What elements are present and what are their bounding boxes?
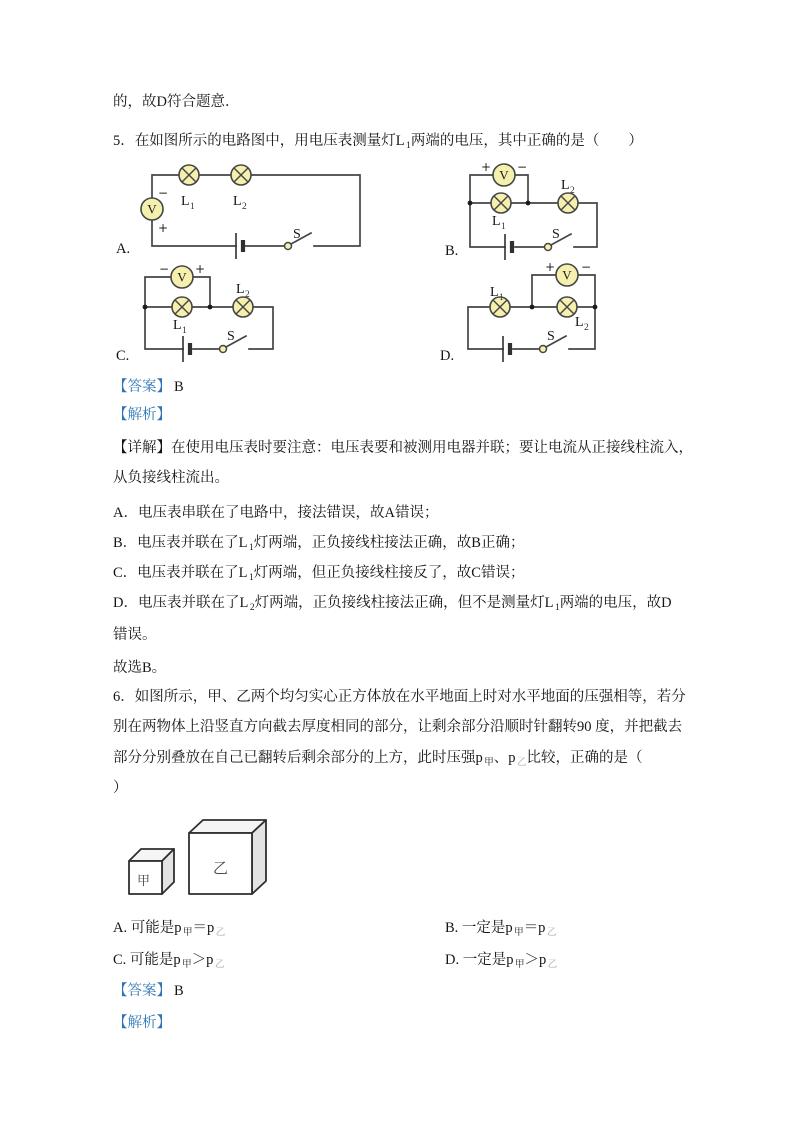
minus-sign: − [517, 160, 528, 174]
lamp-icon [231, 165, 251, 185]
circuit-c-letter: C. [116, 348, 130, 364]
lamp1-subscript: 1 [499, 293, 504, 303]
cubes-figure [110, 810, 290, 905]
lamp1-subscript: 1 [182, 326, 187, 336]
plus-sign: + [158, 221, 169, 235]
voltmeter-icon [171, 266, 193, 288]
q6-answer-line [113, 981, 184, 1001]
lamp2-label: L [236, 282, 245, 297]
battery-icon [503, 336, 510, 362]
q6-stem-line3: 部分分别叠放在自己已翻转后剩余部分的上方，此时压强p $_甲$、p $_乙$比较，正确的是（ [113, 750, 643, 768]
junction-dot [526, 201, 531, 206]
battery-icon [236, 233, 243, 259]
plus-sign: + [545, 260, 556, 274]
lamp2-subscript: 2 [242, 202, 247, 212]
voltmeter-letter: V [499, 167, 509, 183]
lamp2-label: L [575, 315, 584, 330]
q5-analysis-label: 【解析】 [113, 407, 171, 423]
circuit-diagram-b [440, 156, 610, 266]
circuit-d-letter: D. [440, 348, 455, 364]
battery-icon [505, 234, 512, 260]
large-cube-label: 乙 [213, 861, 229, 877]
voltmeter-letter: V [177, 269, 187, 285]
lamp2-subscript: 2 [245, 290, 250, 300]
lamp1-label: L [173, 318, 182, 333]
plus-sign: + [195, 262, 206, 276]
q6-option-a: A. 可能是p $_甲$＝p $_乙$ [113, 920, 226, 938]
lamp2-label: L [233, 194, 242, 209]
q5-option-d-analysis: D．电压表并联在了L $_2$灯两端，正负接线柱接法正确，但不是测量灯L $_1$两端的电压，故D [113, 595, 672, 613]
lamp1-subscript: 1 [501, 222, 506, 232]
answer-value: B [174, 983, 184, 999]
voltmeter-icon [141, 198, 163, 220]
carryover-text: 的，故D符合题意． [113, 94, 240, 110]
large-cube [189, 820, 266, 894]
lamp1-label: L [490, 285, 499, 300]
lamp1-label: L [492, 214, 501, 229]
q5-option-d-analysis-cont: 错误。 [113, 627, 157, 643]
q5-answer-line [113, 377, 184, 397]
voltmeter-icon [493, 164, 515, 186]
lamp-icon [558, 193, 578, 213]
small-cube-label: 甲 [137, 873, 151, 888]
voltmeter-letter: V [147, 201, 157, 217]
switch-label: S [227, 329, 235, 344]
q5-detail-line1: 【详解】在使用电压表时要注意：电压表要和被测用电器并联；要让电流从正接线柱流入， [113, 440, 693, 456]
lamp2-subscript: 2 [570, 186, 575, 196]
lamp1-subscript: 1 [190, 202, 195, 212]
circuit-b-wires [470, 175, 597, 247]
plus-sign: + [481, 160, 492, 174]
voltmeter-letter: V [562, 267, 572, 283]
q5-option-b-analysis: B．电压表并联在了L $_1$灯两端，正负接线柱接法正确，故B正确； [113, 535, 525, 553]
q6-option-c: C. 可能是p $_甲$＞p $_乙$ [113, 952, 225, 970]
battery-icon [183, 336, 190, 362]
lamp-icon [491, 193, 511, 213]
circuit-a-wires [152, 175, 360, 246]
q5-option-c-analysis: C．电压表并联在了L $_1$灯两端，但正负接线柱接反了，故C错误； [113, 565, 525, 583]
lamp-icon [233, 297, 253, 317]
voltmeter-icon [556, 264, 578, 286]
q6-stem-line1: 6．如图所示，甲、乙两个均匀实心正方体放在水平地面上时对水平地面的压强相等，若分 [113, 689, 686, 705]
q6-analysis-label: 【解析】 [113, 1015, 171, 1031]
switch-label: S [293, 227, 301, 242]
q5-option-a-analysis: A．电压表串联在了电路中，接法错误，故A错误； [113, 505, 439, 521]
answer-label: 【答案】 [113, 983, 171, 999]
lamp-icon [172, 297, 192, 317]
lamp-icon [557, 297, 577, 317]
junction-dot [208, 305, 213, 310]
q5-detail-line2: 从负接线柱流出。 [113, 470, 229, 486]
junction-dot [530, 305, 535, 310]
q6-stem-line4: ） [113, 780, 128, 796]
junction-dot [468, 201, 473, 206]
small-cube [129, 849, 174, 894]
q5-stem: 5．在如图所示的电路图中，用电压表测量灯L $_1$两端的电压，其中正确的是（ ） [113, 133, 643, 151]
circuit-diagram-a [110, 162, 370, 262]
circuit-a-letter: A. [116, 241, 131, 257]
answer-label: 【答案】 [113, 379, 171, 395]
lamp2-label: L [561, 178, 570, 193]
answer-value: B [174, 379, 184, 395]
q6-option-b: B. 一定是p $_甲$＝p $_乙$ [445, 920, 557, 938]
junction-dot [593, 305, 598, 310]
minus-sign: − [158, 186, 169, 200]
circuit-diagram-c [110, 258, 290, 368]
switch-label: S [552, 227, 560, 242]
lamp1-label: L [181, 194, 190, 209]
circuit-c-wires [145, 277, 273, 349]
circuit-diagram-d [435, 258, 615, 368]
switch-label: S [547, 329, 555, 344]
minus-sign: − [159, 262, 170, 276]
q6-option-d: D. 一定是p $_甲$＞p $_乙$ [445, 952, 558, 970]
q5-conclusion: 故选B。 [113, 660, 167, 676]
q6-stem-line2: 别在两物体上沿竖直方向截去厚度相同的部分，让剩余部分沿顺时针翻转90 度，并把截去 [113, 719, 683, 735]
lamp-icon [179, 165, 199, 185]
circuit-b-letter: B. [445, 243, 459, 259]
junction-dot [143, 305, 148, 310]
minus-sign: − [581, 260, 592, 274]
lamp2-subscript: 2 [584, 323, 589, 333]
